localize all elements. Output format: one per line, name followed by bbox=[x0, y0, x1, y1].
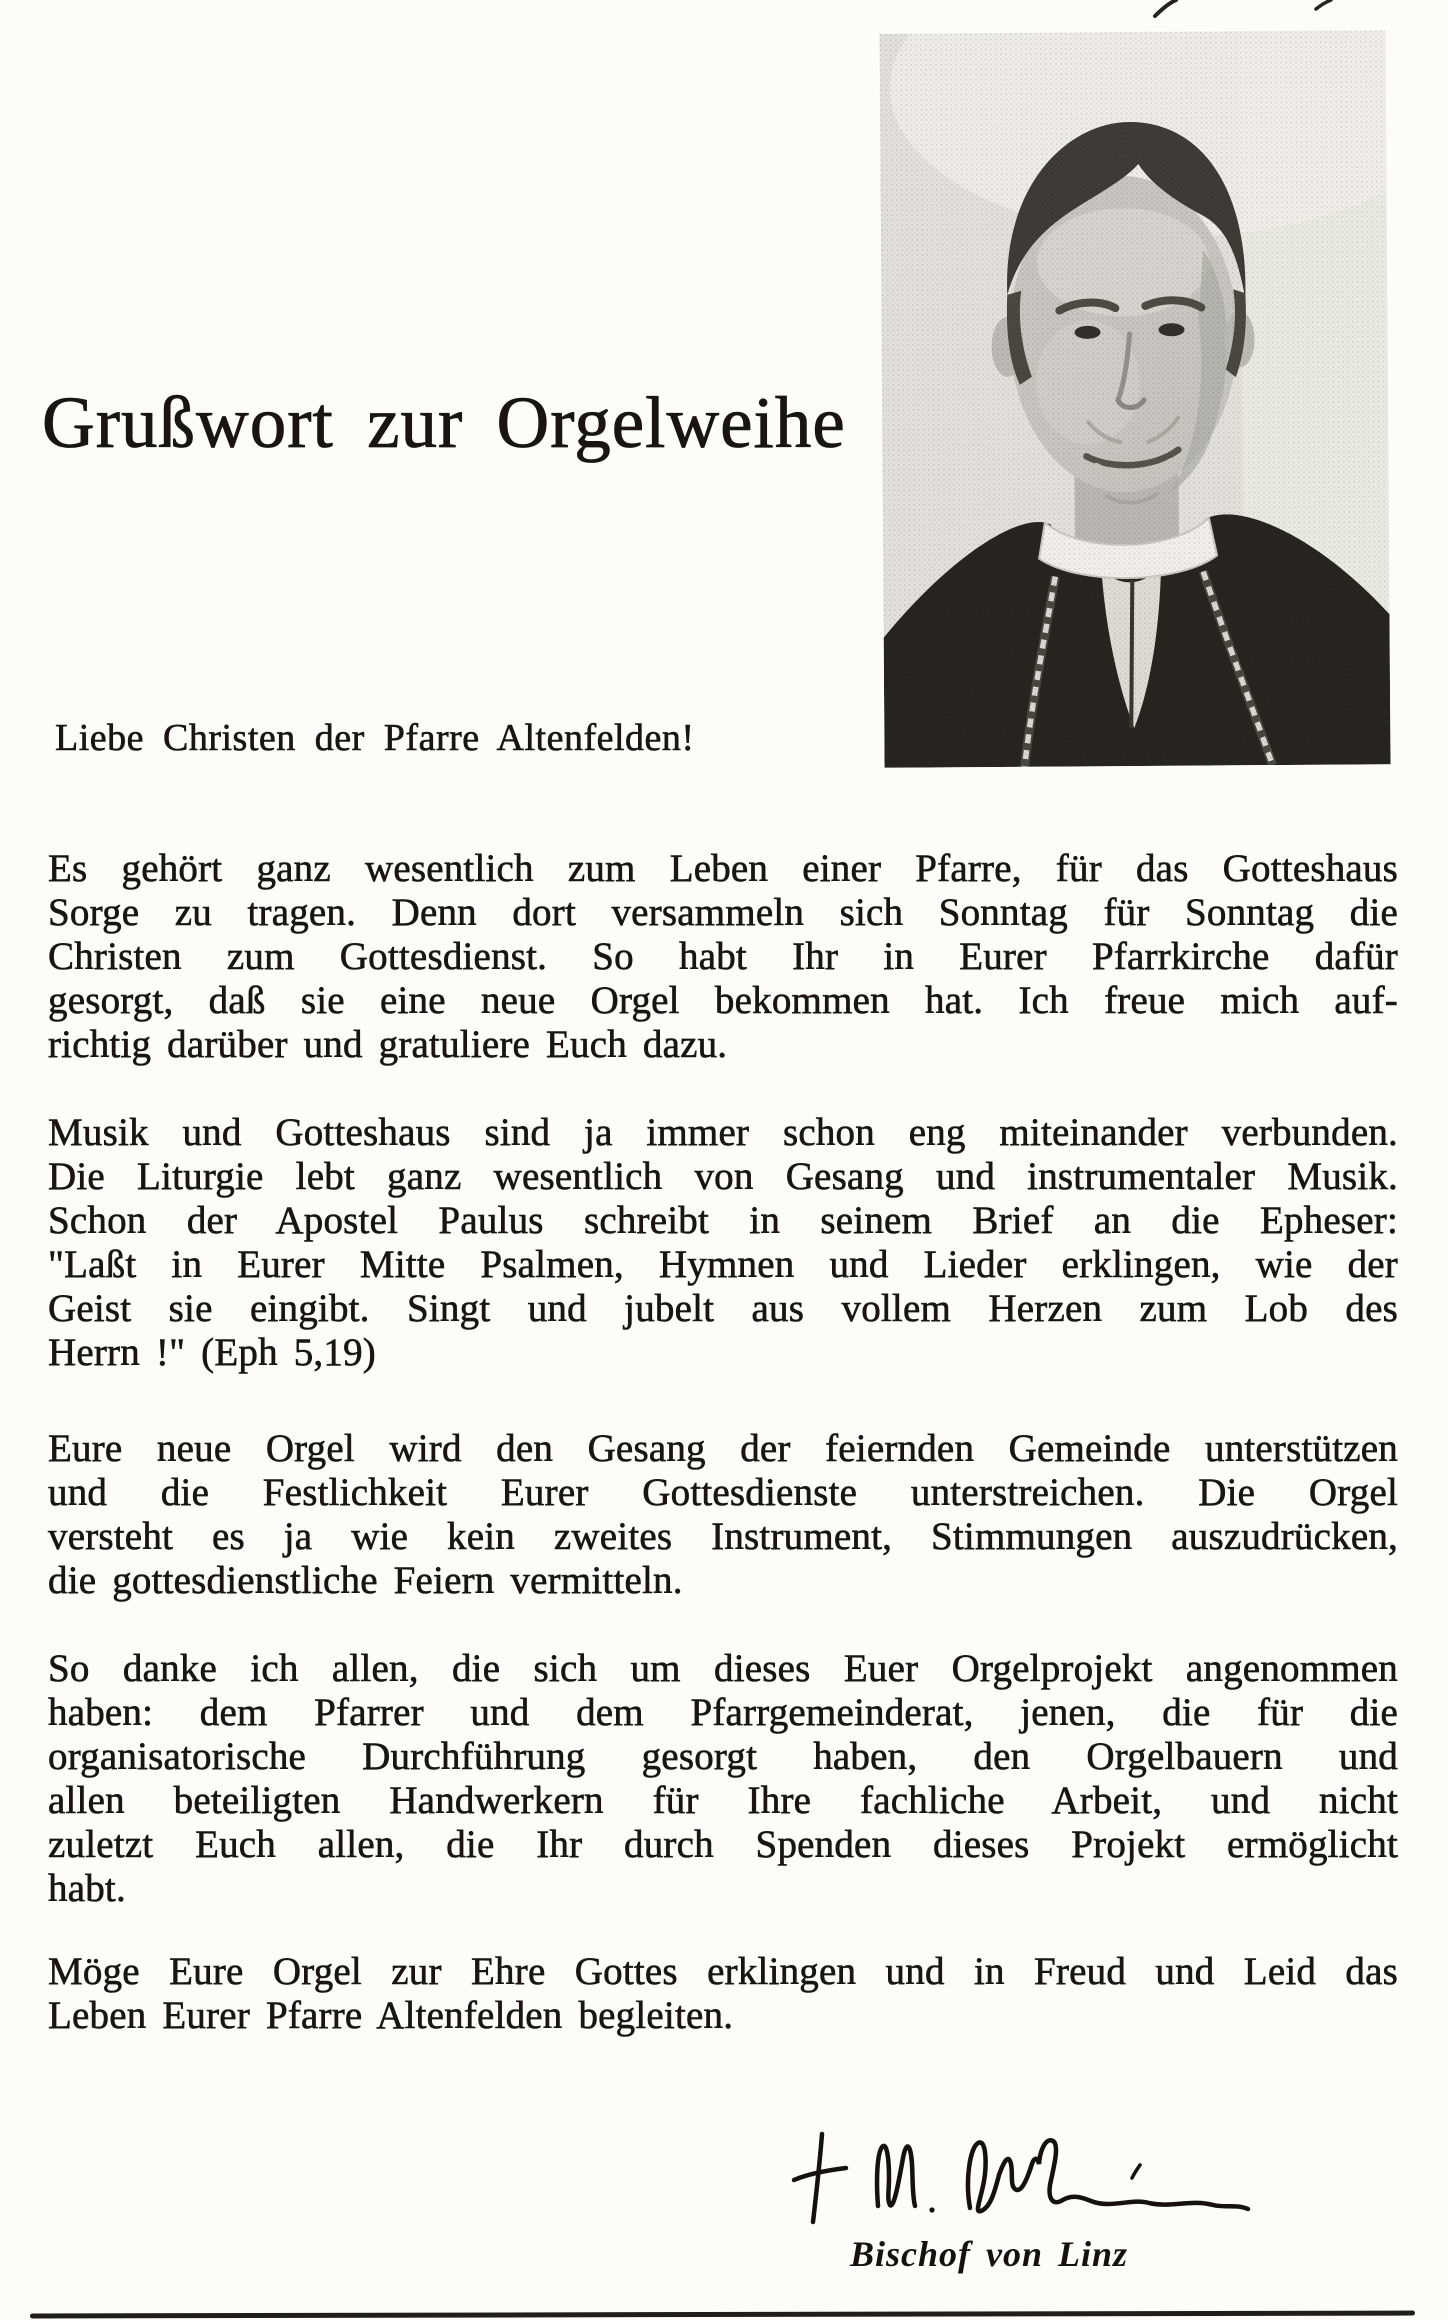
signature-block bbox=[780, 2120, 1340, 2320]
text-line: Geist sie eingibt. Singt und jubelt aus vollem Herzen zum Lob des bbox=[48, 1287, 1398, 1330]
paragraph bbox=[48, 847, 1398, 1067]
text-line: Die Liturgie lebt ganz wesentlich von Gesang und instrumentaler Musik. bbox=[48, 1155, 1398, 1198]
text-line: Musik und Gotteshaus sind ja immer schon eng miteinander verbunden. bbox=[48, 1111, 1398, 1154]
text-line: die gottesdienstliche Feiern vermitteln. bbox=[48, 1559, 683, 1602]
paragraph bbox=[48, 1950, 1398, 2038]
text-line: richtig darüber und gratuliere Euch dazu. bbox=[48, 1023, 728, 1066]
paragraph bbox=[48, 1647, 1398, 1911]
signature-caption: Bischof von Linz bbox=[850, 2234, 1129, 2274]
paragraph bbox=[48, 1427, 1398, 1603]
text-line: zuletzt Euch allen, die Ihr durch Spenden dieses Projekt ermöglicht bbox=[48, 1823, 1398, 1866]
text-line: allen beteiligten Handwerkern für Ihre fachliche Arbeit, und nicht bbox=[48, 1779, 1398, 1822]
text-line: Schon der Apostel Paulus schreibt in seinem Brief an die Epheser: bbox=[48, 1199, 1398, 1242]
text-line: Leben Eurer Pfarre Altenfelden begleiten. bbox=[48, 1994, 734, 2037]
text-line: Herrn !" (Eph 5,19) bbox=[48, 1331, 376, 1374]
handwritten-signature bbox=[780, 2120, 1300, 2240]
text-line: versteht es ja wie kein zweites Instrument, Stimmungen auszudrücken, bbox=[48, 1515, 1398, 1558]
text-line: Sorge zu tragen. Denn dort versammeln sich Sonntag für Sonntag die bbox=[48, 891, 1398, 934]
text-line: Eure neue Orgel wird den Gesang der feiernden Gemeinde unterstützen bbox=[48, 1427, 1398, 1470]
text-line: "Laßt in Eurer Mitte Psalmen, Hymnen und Lieder erklingen, wie der bbox=[48, 1243, 1398, 1286]
text-line: und die Festlichkeit Eurer Gottesdienste unterstreichen. Die Orgel bbox=[48, 1471, 1398, 1514]
text-line: Christen zum Gottesdienst. So habt Ihr in Eurer Pfarrkirche dafür bbox=[48, 935, 1398, 978]
text-line: gesorgt, daß sie eine neue Orgel bekommen hat. Ich freue mich auf- bbox=[48, 979, 1398, 1022]
text-line: Es gehört ganz wesentlich zum Leben einer Pfarre, für das Gotteshaus bbox=[48, 847, 1398, 890]
page-title: Grußwort zur Orgelweihe bbox=[42, 382, 846, 463]
text-line: So danke ich allen, die sich um dieses Euer Orgelprojekt angenommen bbox=[48, 1647, 1398, 1690]
text-line: habt. bbox=[48, 1867, 126, 1910]
text-line: haben: dem Pfarrer und dem Pfarrgemeinderat, jenen, die für die bbox=[48, 1691, 1398, 1734]
text-line: Möge Eure Orgel zur Ehre Gottes erklingen und in Freud und Leid das bbox=[48, 1950, 1398, 1993]
salutation-line: Liebe Christen der Pfarre Altenfelden! bbox=[55, 717, 695, 759]
text-line: organisatorische Durchführung gesorgt haben, den Orgelbauern und bbox=[48, 1735, 1398, 1778]
paragraph bbox=[48, 1111, 1398, 1375]
